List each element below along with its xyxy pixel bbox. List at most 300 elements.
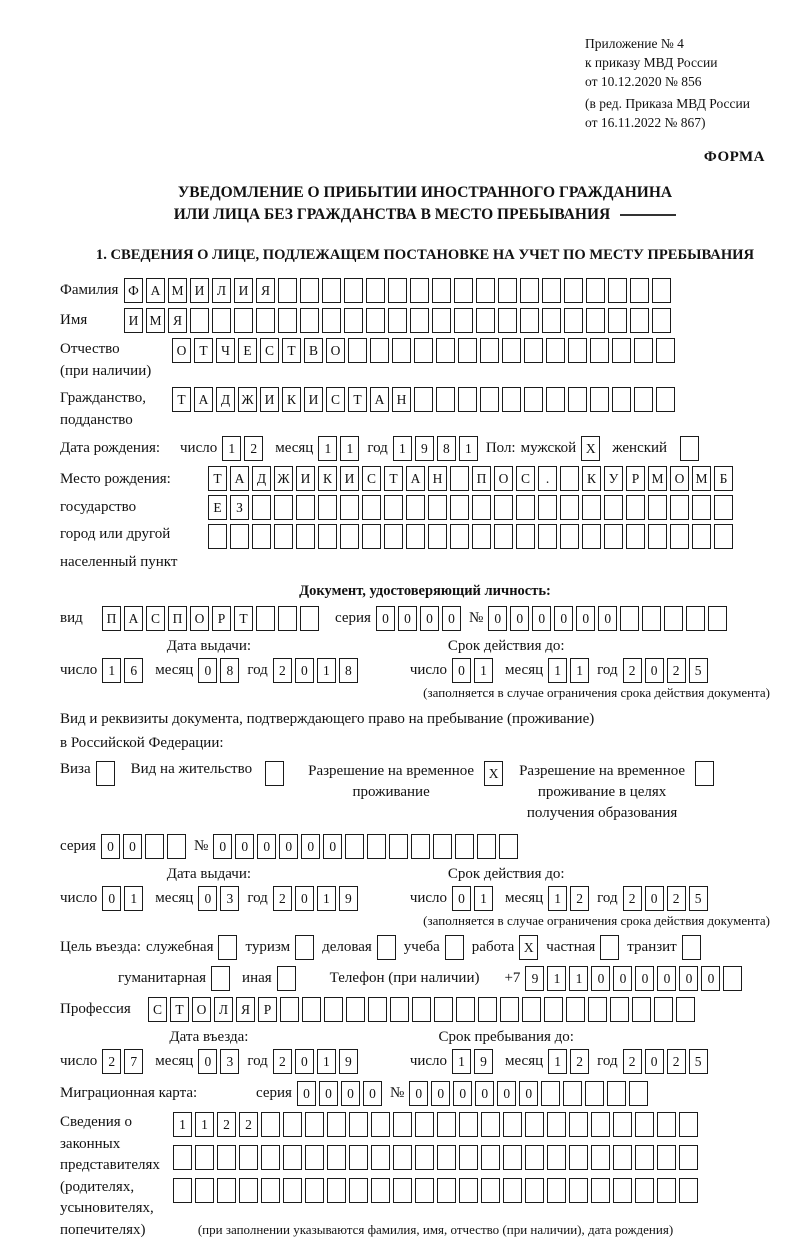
char-cell[interactable] xyxy=(626,495,645,520)
char-cell[interactable]: 0 xyxy=(510,606,529,631)
char-cell[interactable]: 0 xyxy=(420,606,439,631)
char-cell[interactable]: 0 xyxy=(645,1049,664,1074)
char-cell[interactable]: 1 xyxy=(547,966,566,991)
char-cell[interactable]: Ж xyxy=(238,387,257,412)
char-cell[interactable] xyxy=(300,308,319,333)
char-cell[interactable] xyxy=(195,1145,214,1170)
char-cell[interactable]: 2 xyxy=(570,1049,589,1074)
char-cell[interactable] xyxy=(472,524,491,549)
char-cell[interactable]: 2 xyxy=(623,1049,642,1074)
char-cell[interactable]: Л xyxy=(212,278,231,303)
char-cell[interactable] xyxy=(524,338,543,363)
char-cell[interactable] xyxy=(500,997,519,1022)
char-cell[interactable]: 9 xyxy=(415,436,434,461)
char-cell[interactable] xyxy=(503,1145,522,1170)
char-cell[interactable]: 1 xyxy=(548,658,567,683)
char-cell[interactable] xyxy=(566,997,585,1022)
char-cell[interactable] xyxy=(520,278,539,303)
char-cell[interactable]: Н xyxy=(428,466,447,491)
char-cell[interactable]: 0 xyxy=(519,1081,538,1106)
char-cell[interactable]: 0 xyxy=(598,606,617,631)
char-cell[interactable] xyxy=(390,997,409,1022)
char-cell[interactable]: 6 xyxy=(124,658,143,683)
char-cell[interactable]: Р xyxy=(212,606,231,631)
char-cell[interactable]: 0 xyxy=(198,886,217,911)
char-cell[interactable] xyxy=(305,1112,324,1137)
char-cell[interactable] xyxy=(411,834,430,859)
char-cell[interactable] xyxy=(648,524,667,549)
char-cell[interactable] xyxy=(588,997,607,1022)
char-cell[interactable] xyxy=(371,1178,390,1203)
char-cell[interactable] xyxy=(494,524,513,549)
char-cell[interactable] xyxy=(278,278,297,303)
char-cell[interactable]: 0 xyxy=(319,1081,338,1106)
char-cell[interactable] xyxy=(295,935,314,960)
char-cell[interactable] xyxy=(265,761,284,786)
char-cell[interactable] xyxy=(280,997,299,1022)
char-cell[interactable]: 1 xyxy=(459,436,478,461)
char-cell[interactable]: 1 xyxy=(474,886,493,911)
char-cell[interactable] xyxy=(607,1081,626,1106)
char-cell[interactable] xyxy=(630,308,649,333)
char-cell[interactable]: 2 xyxy=(667,1049,686,1074)
char-cell[interactable]: 0 xyxy=(452,886,471,911)
char-cell[interactable]: 2 xyxy=(239,1112,258,1137)
char-cell[interactable]: 0 xyxy=(295,658,314,683)
char-cell[interactable]: А xyxy=(146,278,165,303)
char-cell[interactable] xyxy=(525,1112,544,1137)
char-cell[interactable]: В xyxy=(304,338,323,363)
char-cell[interactable] xyxy=(591,1178,610,1203)
char-cell[interactable]: 0 xyxy=(613,966,632,991)
char-cell[interactable] xyxy=(613,1112,632,1137)
char-cell[interactable] xyxy=(591,1145,610,1170)
char-cell[interactable]: 1 xyxy=(340,436,359,461)
char-cell[interactable]: 0 xyxy=(453,1081,472,1106)
char-cell[interactable] xyxy=(586,278,605,303)
char-cell[interactable]: 2 xyxy=(217,1112,236,1137)
char-cell[interactable]: 0 xyxy=(701,966,720,991)
char-cell[interactable]: 0 xyxy=(341,1081,360,1106)
char-cell[interactable] xyxy=(503,1112,522,1137)
char-cell[interactable]: 0 xyxy=(363,1081,382,1106)
char-cell[interactable]: 0 xyxy=(235,834,254,859)
char-cell[interactable] xyxy=(525,1178,544,1203)
char-cell[interactable] xyxy=(345,834,364,859)
char-cell[interactable]: 0 xyxy=(213,834,232,859)
char-cell[interactable] xyxy=(346,997,365,1022)
char-cell[interactable] xyxy=(481,1112,500,1137)
char-cell[interactable]: У xyxy=(604,466,623,491)
char-cell[interactable]: Ж xyxy=(274,466,293,491)
char-cell[interactable] xyxy=(256,606,275,631)
char-cell[interactable]: Т xyxy=(384,466,403,491)
char-cell[interactable] xyxy=(454,308,473,333)
char-cell[interactable]: 1 xyxy=(102,658,121,683)
char-cell[interactable] xyxy=(234,308,253,333)
char-cell[interactable] xyxy=(498,308,517,333)
char-cell[interactable] xyxy=(393,1145,412,1170)
char-cell[interactable] xyxy=(367,834,386,859)
char-cell[interactable] xyxy=(520,308,539,333)
char-cell[interactable]: 1 xyxy=(452,1049,471,1074)
char-cell[interactable] xyxy=(670,524,689,549)
char-cell[interactable] xyxy=(437,1178,456,1203)
char-cell[interactable] xyxy=(679,1112,698,1137)
char-cell[interactable] xyxy=(300,606,319,631)
char-cell[interactable]: О xyxy=(326,338,345,363)
char-cell[interactable] xyxy=(590,338,609,363)
char-cell[interactable] xyxy=(459,1112,478,1137)
char-cell[interactable] xyxy=(568,338,587,363)
char-cell[interactable] xyxy=(629,1081,648,1106)
char-cell[interactable]: 2 xyxy=(570,886,589,911)
char-cell[interactable]: О xyxy=(190,606,209,631)
char-cell[interactable] xyxy=(445,935,464,960)
char-cell[interactable] xyxy=(569,1112,588,1137)
char-cell[interactable] xyxy=(656,387,675,412)
char-cell[interactable] xyxy=(481,1178,500,1203)
char-cell[interactable] xyxy=(714,495,733,520)
char-cell[interactable]: И xyxy=(304,387,323,412)
char-cell[interactable] xyxy=(612,387,631,412)
char-cell[interactable]: 0 xyxy=(198,658,217,683)
char-cell[interactable]: М xyxy=(168,278,187,303)
char-cell[interactable] xyxy=(256,308,275,333)
char-cell[interactable] xyxy=(434,997,453,1022)
char-cell[interactable]: 0 xyxy=(295,1049,314,1074)
char-cell[interactable] xyxy=(274,524,293,549)
char-cell[interactable] xyxy=(300,278,319,303)
char-cell[interactable]: 1 xyxy=(195,1112,214,1137)
char-cell[interactable] xyxy=(278,606,297,631)
char-cell[interactable]: 0 xyxy=(301,834,320,859)
char-cell[interactable]: Я xyxy=(256,278,275,303)
char-cell[interactable]: А xyxy=(194,387,213,412)
char-cell[interactable]: М xyxy=(692,466,711,491)
char-cell[interactable]: Т xyxy=(234,606,253,631)
char-cell[interactable] xyxy=(302,997,321,1022)
char-cell[interactable] xyxy=(502,338,521,363)
char-cell[interactable]: Р xyxy=(258,997,277,1022)
char-cell[interactable] xyxy=(524,387,543,412)
char-cell[interactable]: Т xyxy=(194,338,213,363)
char-cell[interactable] xyxy=(502,387,521,412)
char-cell[interactable]: 2 xyxy=(623,886,642,911)
char-cell[interactable] xyxy=(642,606,661,631)
char-cell[interactable]: 0 xyxy=(591,966,610,991)
char-cell[interactable]: Р xyxy=(626,466,645,491)
char-cell[interactable] xyxy=(560,524,579,549)
char-cell[interactable]: Т xyxy=(172,387,191,412)
char-cell[interactable]: С xyxy=(326,387,345,412)
char-cell[interactable] xyxy=(371,1112,390,1137)
char-cell[interactable] xyxy=(541,1081,560,1106)
char-cell[interactable]: С xyxy=(260,338,279,363)
char-cell[interactable] xyxy=(195,1178,214,1203)
char-cell[interactable] xyxy=(217,1178,236,1203)
char-cell[interactable] xyxy=(680,436,699,461)
char-cell[interactable] xyxy=(676,997,695,1022)
char-cell[interactable] xyxy=(604,495,623,520)
char-cell[interactable] xyxy=(657,1145,676,1170)
char-cell[interactable]: Л xyxy=(214,997,233,1022)
char-cell[interactable]: И xyxy=(190,278,209,303)
char-cell[interactable]: Н xyxy=(392,387,411,412)
char-cell[interactable]: 3 xyxy=(220,1049,239,1074)
char-cell[interactable] xyxy=(217,1145,236,1170)
char-cell[interactable]: 5 xyxy=(689,1049,708,1074)
char-cell[interactable] xyxy=(296,495,315,520)
char-cell[interactable]: 1 xyxy=(570,658,589,683)
char-cell[interactable] xyxy=(305,1145,324,1170)
char-cell[interactable] xyxy=(296,524,315,549)
char-cell[interactable] xyxy=(261,1178,280,1203)
char-cell[interactable] xyxy=(322,308,341,333)
char-cell[interactable]: 2 xyxy=(667,886,686,911)
char-cell[interactable] xyxy=(322,278,341,303)
char-cell[interactable] xyxy=(344,308,363,333)
char-cell[interactable] xyxy=(239,1145,258,1170)
char-cell[interactable] xyxy=(654,997,673,1022)
char-cell[interactable]: 1 xyxy=(222,436,241,461)
char-cell[interactable] xyxy=(503,1178,522,1203)
char-cell[interactable] xyxy=(388,308,407,333)
char-cell[interactable] xyxy=(522,997,541,1022)
char-cell[interactable] xyxy=(324,997,343,1022)
char-cell[interactable] xyxy=(612,338,631,363)
char-cell[interactable]: 0 xyxy=(635,966,654,991)
char-cell[interactable] xyxy=(459,1145,478,1170)
char-cell[interactable]: 1 xyxy=(317,658,336,683)
char-cell[interactable] xyxy=(318,495,337,520)
char-cell[interactable] xyxy=(344,278,363,303)
char-cell[interactable] xyxy=(436,387,455,412)
char-cell[interactable]: Т xyxy=(348,387,367,412)
char-cell[interactable]: Т xyxy=(170,997,189,1022)
char-cell[interactable]: 0 xyxy=(452,658,471,683)
char-cell[interactable]: Д xyxy=(252,466,271,491)
char-cell[interactable] xyxy=(582,495,601,520)
char-cell[interactable]: К xyxy=(318,466,337,491)
char-cell[interactable] xyxy=(450,466,469,491)
char-cell[interactable]: 1 xyxy=(474,658,493,683)
char-cell[interactable]: И xyxy=(296,466,315,491)
char-cell[interactable]: 2 xyxy=(244,436,263,461)
char-cell[interactable] xyxy=(695,761,714,786)
char-cell[interactable] xyxy=(283,1112,302,1137)
char-cell[interactable]: 0 xyxy=(409,1081,428,1106)
char-cell[interactable] xyxy=(538,495,557,520)
char-cell[interactable] xyxy=(414,338,433,363)
char-cell[interactable] xyxy=(569,1178,588,1203)
char-cell[interactable] xyxy=(412,997,431,1022)
char-cell[interactable] xyxy=(591,1112,610,1137)
char-cell[interactable] xyxy=(392,338,411,363)
char-cell[interactable] xyxy=(349,1112,368,1137)
char-cell[interactable] xyxy=(261,1112,280,1137)
char-cell[interactable]: 0 xyxy=(431,1081,450,1106)
char-cell[interactable] xyxy=(634,338,653,363)
char-cell[interactable] xyxy=(458,338,477,363)
char-cell[interactable] xyxy=(410,308,429,333)
char-cell[interactable]: 0 xyxy=(123,834,142,859)
char-cell[interactable] xyxy=(459,1178,478,1203)
char-cell[interactable] xyxy=(481,1145,500,1170)
char-cell[interactable]: 8 xyxy=(220,658,239,683)
char-cell[interactable] xyxy=(173,1145,192,1170)
char-cell[interactable]: С xyxy=(516,466,535,491)
char-cell[interactable]: 9 xyxy=(339,886,358,911)
char-cell[interactable]: 0 xyxy=(576,606,595,631)
char-cell[interactable]: 0 xyxy=(257,834,276,859)
char-cell[interactable]: 2 xyxy=(273,658,292,683)
char-cell[interactable] xyxy=(274,495,293,520)
char-cell[interactable]: 1 xyxy=(317,886,336,911)
char-cell[interactable]: 9 xyxy=(525,966,544,991)
char-cell[interactable]: О xyxy=(494,466,513,491)
char-cell[interactable]: 0 xyxy=(497,1081,516,1106)
char-cell[interactable] xyxy=(632,997,651,1022)
char-cell[interactable] xyxy=(433,834,452,859)
char-cell[interactable]: С xyxy=(146,606,165,631)
char-cell[interactable]: П xyxy=(472,466,491,491)
char-cell[interactable] xyxy=(560,495,579,520)
char-cell[interactable] xyxy=(437,1112,456,1137)
char-cell[interactable]: X xyxy=(519,935,538,960)
char-cell[interactable] xyxy=(428,495,447,520)
char-cell[interactable]: С xyxy=(362,466,381,491)
char-cell[interactable]: 3 xyxy=(220,886,239,911)
char-cell[interactable] xyxy=(692,495,711,520)
char-cell[interactable]: 0 xyxy=(101,834,120,859)
char-cell[interactable] xyxy=(428,524,447,549)
char-cell[interactable] xyxy=(590,387,609,412)
char-cell[interactable] xyxy=(648,495,667,520)
char-cell[interactable] xyxy=(458,387,477,412)
char-cell[interactable]: К xyxy=(282,387,301,412)
char-cell[interactable]: Я xyxy=(168,308,187,333)
char-cell[interactable] xyxy=(167,834,186,859)
char-cell[interactable] xyxy=(283,1145,302,1170)
char-cell[interactable] xyxy=(560,466,579,491)
char-cell[interactable] xyxy=(414,387,433,412)
char-cell[interactable] xyxy=(635,1145,654,1170)
char-cell[interactable] xyxy=(327,1178,346,1203)
char-cell[interactable]: М xyxy=(648,466,667,491)
char-cell[interactable]: 0 xyxy=(442,606,461,631)
char-cell[interactable] xyxy=(620,606,639,631)
char-cell[interactable] xyxy=(516,495,535,520)
char-cell[interactable] xyxy=(389,834,408,859)
char-cell[interactable] xyxy=(582,524,601,549)
char-cell[interactable]: А xyxy=(124,606,143,631)
char-cell[interactable] xyxy=(692,524,711,549)
char-cell[interactable]: 0 xyxy=(102,886,121,911)
char-cell[interactable] xyxy=(393,1178,412,1203)
char-cell[interactable] xyxy=(327,1145,346,1170)
char-cell[interactable]: К xyxy=(582,466,601,491)
char-cell[interactable] xyxy=(613,1178,632,1203)
char-cell[interactable] xyxy=(368,997,387,1022)
char-cell[interactable]: А xyxy=(230,466,249,491)
char-cell[interactable] xyxy=(278,308,297,333)
char-cell[interactable]: 0 xyxy=(475,1081,494,1106)
char-cell[interactable]: 0 xyxy=(679,966,698,991)
char-cell[interactable]: О xyxy=(670,466,689,491)
char-cell[interactable] xyxy=(436,338,455,363)
char-cell[interactable] xyxy=(613,1145,632,1170)
char-cell[interactable]: П xyxy=(102,606,121,631)
char-cell[interactable] xyxy=(362,495,381,520)
char-cell[interactable] xyxy=(456,997,475,1022)
char-cell[interactable] xyxy=(472,495,491,520)
char-cell[interactable] xyxy=(450,524,469,549)
char-cell[interactable] xyxy=(384,524,403,549)
char-cell[interactable] xyxy=(393,1112,412,1137)
char-cell[interactable]: 1 xyxy=(317,1049,336,1074)
char-cell[interactable] xyxy=(211,966,230,991)
char-cell[interactable] xyxy=(686,606,705,631)
char-cell[interactable]: 0 xyxy=(297,1081,316,1106)
char-cell[interactable]: 0 xyxy=(323,834,342,859)
char-cell[interactable] xyxy=(239,1178,258,1203)
char-cell[interactable] xyxy=(564,278,583,303)
char-cell[interactable]: И xyxy=(124,308,143,333)
char-cell[interactable] xyxy=(682,935,701,960)
char-cell[interactable] xyxy=(635,1178,654,1203)
char-cell[interactable]: 5 xyxy=(689,886,708,911)
char-cell[interactable] xyxy=(371,1145,390,1170)
char-cell[interactable] xyxy=(410,278,429,303)
char-cell[interactable] xyxy=(455,834,474,859)
char-cell[interactable]: 2 xyxy=(273,886,292,911)
char-cell[interactable] xyxy=(327,1112,346,1137)
char-cell[interactable]: И xyxy=(340,466,359,491)
char-cell[interactable] xyxy=(406,495,425,520)
char-cell[interactable]: Е xyxy=(208,495,227,520)
char-cell[interactable] xyxy=(670,495,689,520)
char-cell[interactable] xyxy=(586,308,605,333)
char-cell[interactable] xyxy=(437,1145,456,1170)
char-cell[interactable] xyxy=(476,308,495,333)
char-cell[interactable] xyxy=(547,1145,566,1170)
char-cell[interactable] xyxy=(494,495,513,520)
char-cell[interactable] xyxy=(406,524,425,549)
char-cell[interactable] xyxy=(277,966,296,991)
char-cell[interactable]: 1 xyxy=(548,886,567,911)
char-cell[interactable]: Е xyxy=(238,338,257,363)
char-cell[interactable] xyxy=(212,308,231,333)
char-cell[interactable]: 2 xyxy=(273,1049,292,1074)
char-cell[interactable] xyxy=(546,387,565,412)
char-cell[interactable] xyxy=(377,935,396,960)
char-cell[interactable]: 0 xyxy=(376,606,395,631)
char-cell[interactable]: 7 xyxy=(124,1049,143,1074)
char-cell[interactable] xyxy=(340,495,359,520)
char-cell[interactable]: 2 xyxy=(102,1049,121,1074)
char-cell[interactable] xyxy=(480,338,499,363)
char-cell[interactable] xyxy=(477,834,496,859)
char-cell[interactable]: П xyxy=(168,606,187,631)
char-cell[interactable]: 1 xyxy=(393,436,412,461)
char-cell[interactable] xyxy=(723,966,742,991)
char-cell[interactable] xyxy=(708,606,727,631)
char-cell[interactable] xyxy=(349,1145,368,1170)
char-cell[interactable]: М xyxy=(146,308,165,333)
char-cell[interactable] xyxy=(190,308,209,333)
char-cell[interactable]: О xyxy=(192,997,211,1022)
